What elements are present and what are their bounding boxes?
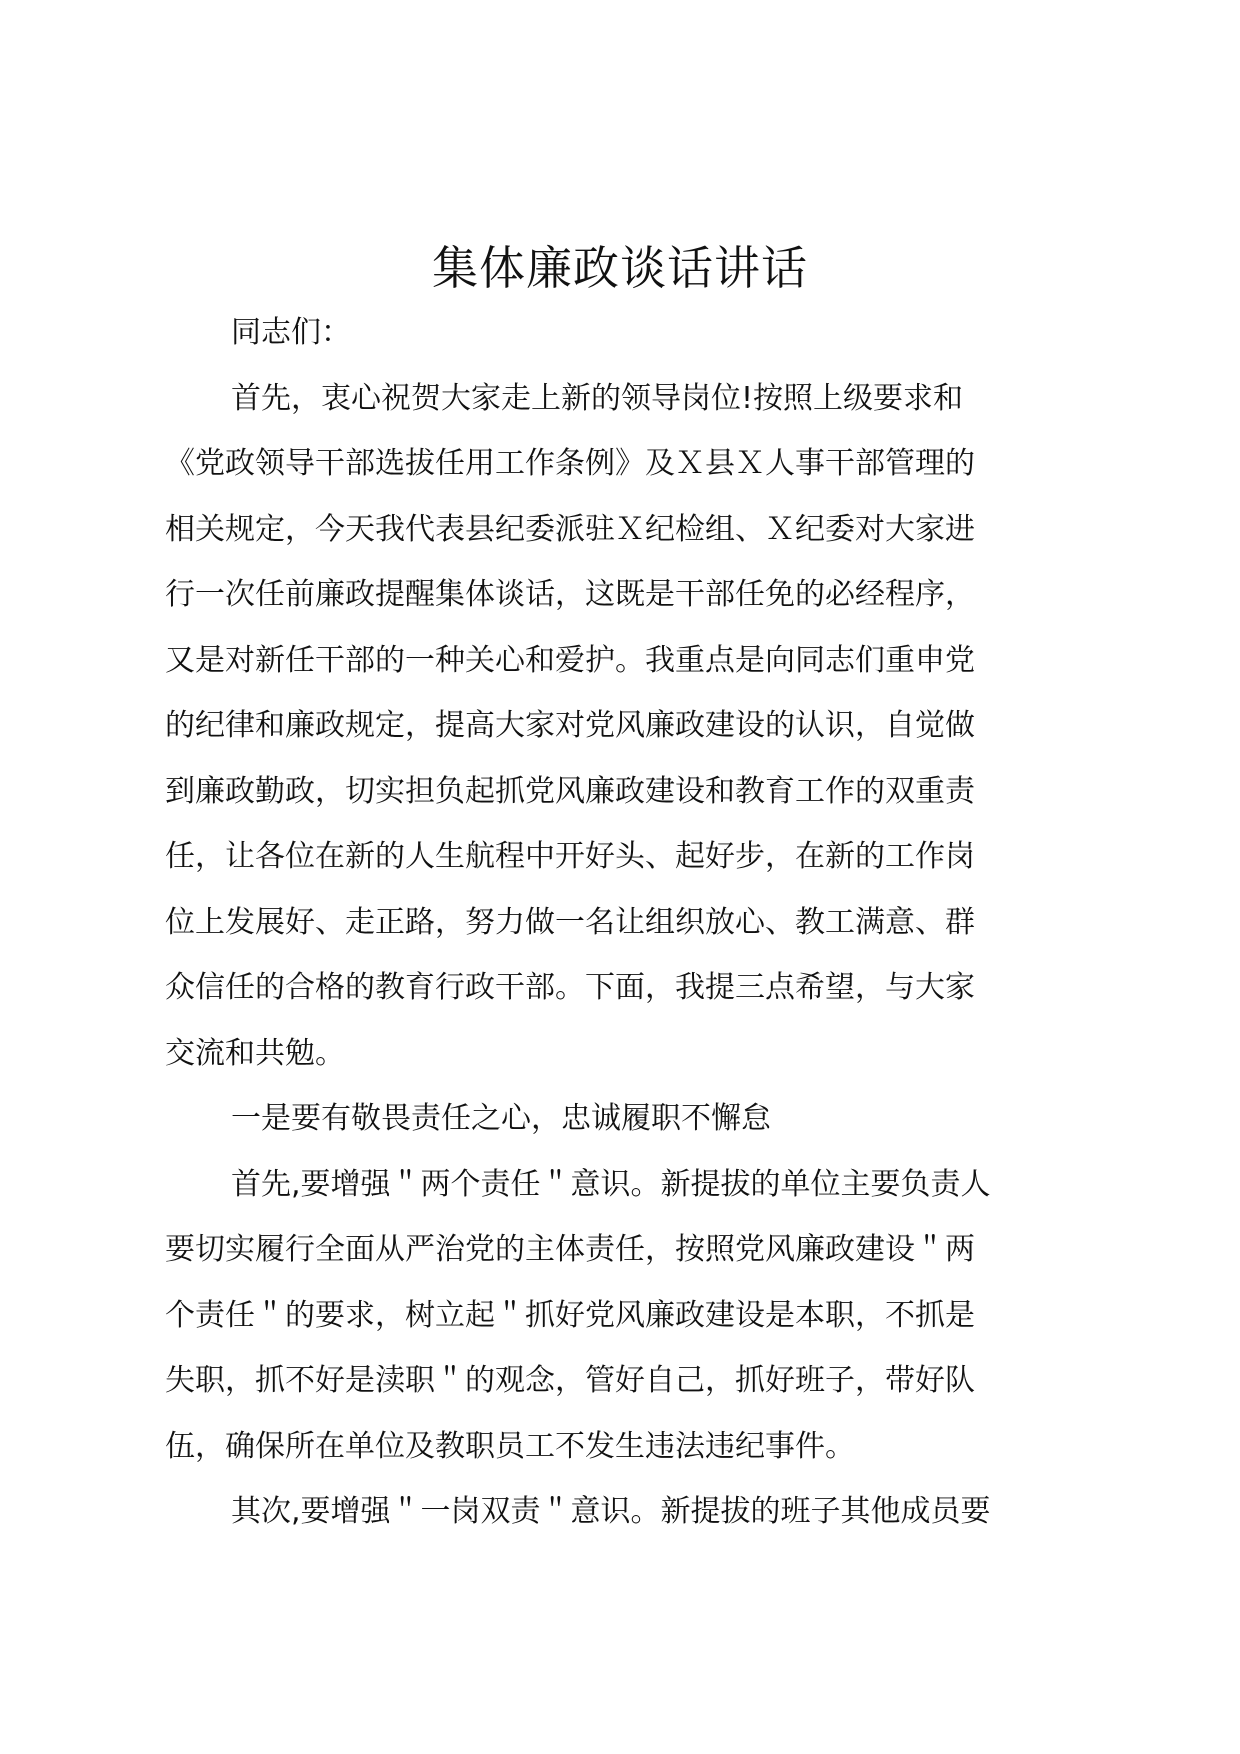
paragraph-1-line-10: 众信任的合格的教育行政干部。下面，我提三点希望，与大家 <box>165 970 975 1005</box>
paragraph-1-line-8: 任，让各位在新的人生航程中开好头、起好步，在新的工作岗 <box>165 839 975 874</box>
paragraph-3-line-1: 其次,要增强＂一岗双责＂意识。新提拔的班子其他成员要 <box>231 1494 991 1529</box>
paragraph-1-line-7: 到廉政勤政，切实担负起抓党风廉政建设和教育工作的双重责 <box>165 773 975 809</box>
paragraph-2-line-1: 首先,要增强＂两个责任＂意识。新提拔的单位主要负责人 <box>231 1166 991 1202</box>
paragraph-1-line-11: 交流和共勉。 <box>165 1035 345 1071</box>
paragraph-2-line-3: 个责任＂的要求，树立起＂抓好党风廉政建设是本职，不抓是 <box>165 1297 975 1333</box>
paragraph-1-line-5: 又是对新任干部的一种关心和爱护。我重点是向同志们重申党 <box>165 642 975 678</box>
paragraph-1-line-9: 位上发展好、走正路，努力做一名让组织放心、教工满意、群 <box>165 904 975 940</box>
paragraph-1-line-4: 行一次任前廉政提醒集体谈话，这既是干部任免的必经程序， <box>165 577 975 612</box>
document-title: 集体廉政谈话讲话 <box>432 241 808 295</box>
document-body <box>165 300 1085 1545</box>
paragraph-1-line-6: 的纪律和廉政规定，提高大家对党风廉政建设的认识，自觉做 <box>165 708 975 743</box>
salutation-line: 同志们： <box>231 315 351 350</box>
paragraph-2-line-4: 失职，抓不好是渎职＂的观念，管好自己，抓好班子，带好队 <box>165 1363 975 1398</box>
paragraph-1-line-1: 首先，衷心祝贺大家走上新的领导岗位!按照上级要求和 <box>231 380 964 416</box>
section-heading-1: 一是要有敬畏责任之心，忠诚履职不懈怠 <box>231 1101 771 1136</box>
paragraph-1-line-3: 相关规定，今天我代表县纪委派驻Ｘ纪检组、Ｘ纪委对大家进 <box>165 511 975 547</box>
paragraph-2-line-2: 要切实履行全面从严治党的主体责任，按照党风廉政建设＂两 <box>165 1232 975 1267</box>
paragraph-1-line-2: 《党政领导干部选拔任用工作条例》及Ｘ县Ｘ人事干部管理的 <box>165 446 975 481</box>
paragraph-2-line-5: 伍，确保所在单位及教职员工不发生违法违纪事件。 <box>165 1428 855 1464</box>
